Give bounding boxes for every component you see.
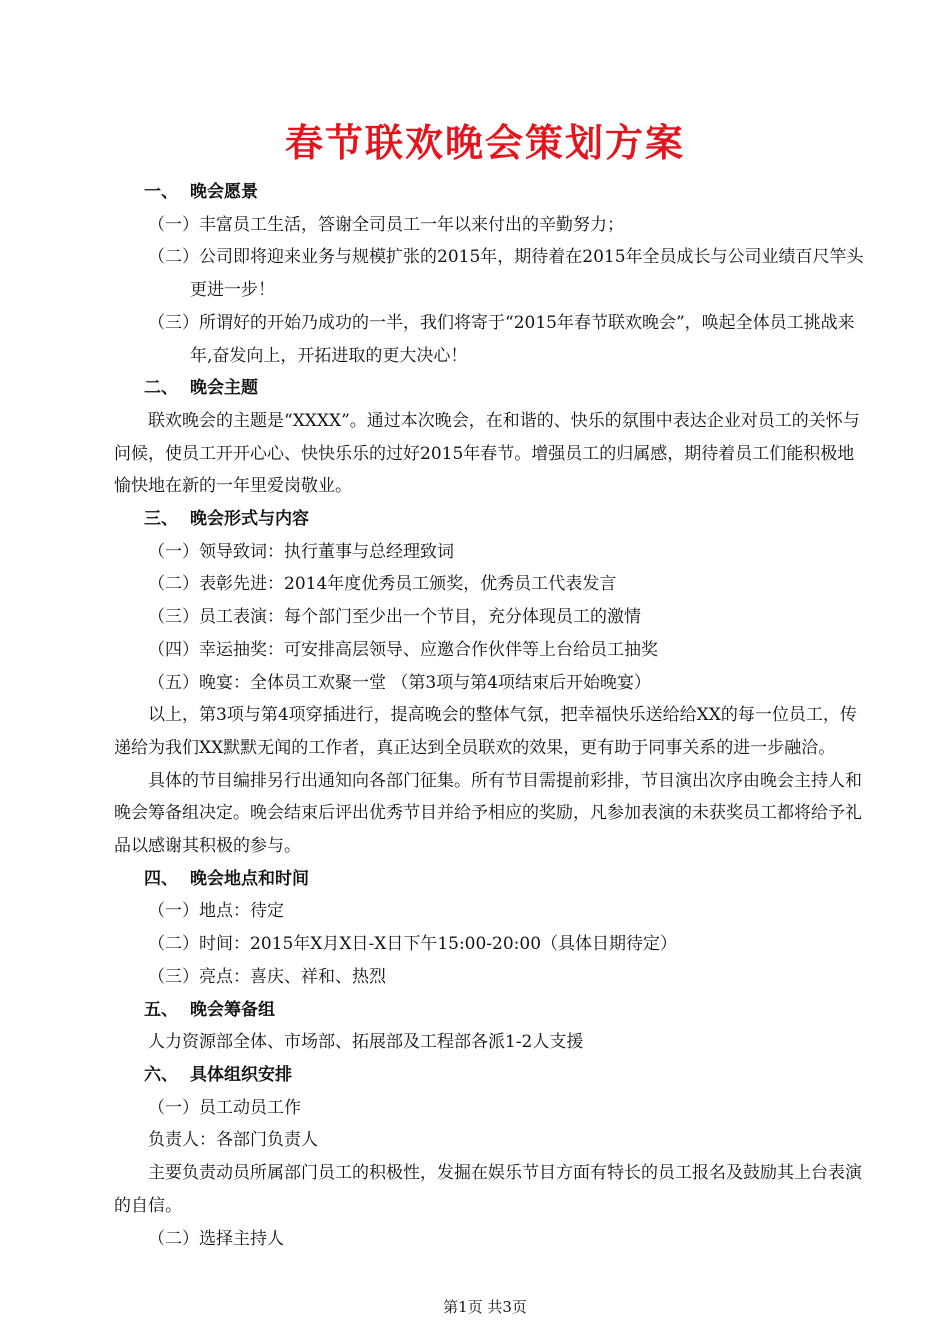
section-number: 五、 xyxy=(144,999,178,1020)
list-item: （一）地点：待定 xyxy=(148,901,284,922)
document-title: 春节联欢晚会策划方案 xyxy=(284,121,685,165)
section-number: 一、 xyxy=(144,182,178,202)
section-number: 二、 xyxy=(144,378,178,399)
section-heading xyxy=(114,1059,864,1092)
section-heading xyxy=(114,372,864,405)
list-item: （一）员工动员工作 xyxy=(148,1097,301,1118)
section-heading xyxy=(114,176,864,209)
list-item: （四）幸运抽奖：可安排高层领导、应邀合作伙伴等上台给员工抽奖 xyxy=(148,639,658,660)
plain-line: 人力资源部全体、市场部、拓展部及工程部各派1-2人支援 xyxy=(148,1032,584,1053)
list-item: （二）公司即将迎来业务与规模扩张的2015年，期待着在2015年全员成长与公司业绩百尺竿头更进一步！ xyxy=(148,247,864,301)
list-item: （三）亮点：喜庆、祥和、热烈 xyxy=(148,966,386,987)
section-number: 六、 xyxy=(144,1064,178,1085)
section-heading xyxy=(114,863,864,896)
section-number: 三、 xyxy=(144,509,178,530)
list-item: （二）选择主持人 xyxy=(148,1228,284,1249)
list-item: （二）时间：2015年X月X日-X日下午15:00-20:00（具体日期待定） xyxy=(148,934,678,955)
document-body xyxy=(114,176,864,1255)
section-title: 具体组织安排 xyxy=(190,1064,292,1085)
section-title: 晚会主题 xyxy=(190,378,258,399)
section-title: 晚会愿景 xyxy=(190,182,258,202)
list-item: （五）晚宴：全体员工欢聚一堂 （第3项与第4项结束后开始晚宴） xyxy=(148,672,652,693)
paragraph: 主要负责动员所属部门员工的积极性，发掘在娱乐节目方面有特长的员工报名及鼓励其上台表演的自信。 xyxy=(114,1163,862,1216)
list-item: （三）所谓好的开始乃成功的一半，我们将寄于“2015年春节联欢晚会”，唤起全体员工挑战来年,奋发向上，开拓进取的更大决心！ xyxy=(148,312,855,366)
section-heading xyxy=(114,503,864,536)
list-item: （一）领导致词：执行董事与总经理致词 xyxy=(148,541,454,562)
paragraph: 联欢晚会的主题是“XXXX”。通过本次晚会，在和谐的、快乐的氛围中表达企业对员工的关怀与问候，使员工开开心心、快快乐乐的过好2015年春节。增强员工的归属感，期待着员工们能积极地愉快地在新的一年里爱岗敬业。 xyxy=(114,410,860,497)
list-item: （一）丰富员工生活，答谢全司员工一年以来付出的辛勤努力； xyxy=(148,214,624,235)
page-footer: 第1页 共3页 xyxy=(443,1298,527,1316)
paragraph: 以上，第3项与第4项穿插进行，提高晚会的整体气氛，把幸福快乐送给给XX的每一位员工，传递给为我们XX默默无闻的工作者，真正达到全员联欢的效果，更有助于同事关系的进一步融洽。 xyxy=(114,705,857,758)
list-item: （三）员工表演：每个部门至少出一个节目，充分体现员工的激情 xyxy=(148,607,641,628)
section-title: 晚会筹备组 xyxy=(190,999,275,1020)
section-heading xyxy=(114,994,864,1027)
section-title: 晚会地点和时间 xyxy=(190,868,309,889)
responsible-line: 负责人：各部门负责人 xyxy=(148,1130,318,1151)
list-item: （二）表彰先进：2014年度优秀员工颁奖，优秀员工代表发言 xyxy=(148,574,617,595)
section-number: 四、 xyxy=(144,868,178,889)
section-title: 晚会形式与内容 xyxy=(190,509,309,530)
paragraph: 具体的节目编排另行出通知向各部门征集。所有节目需提前彩排，节目演出次序由晚会主持人和晚会筹备组决定。晚会结束后评出优秀节目并给予相应的奖励，凡参加表演的未获奖员工都将给予礼品以感谢其积极的参与。 xyxy=(114,770,862,857)
